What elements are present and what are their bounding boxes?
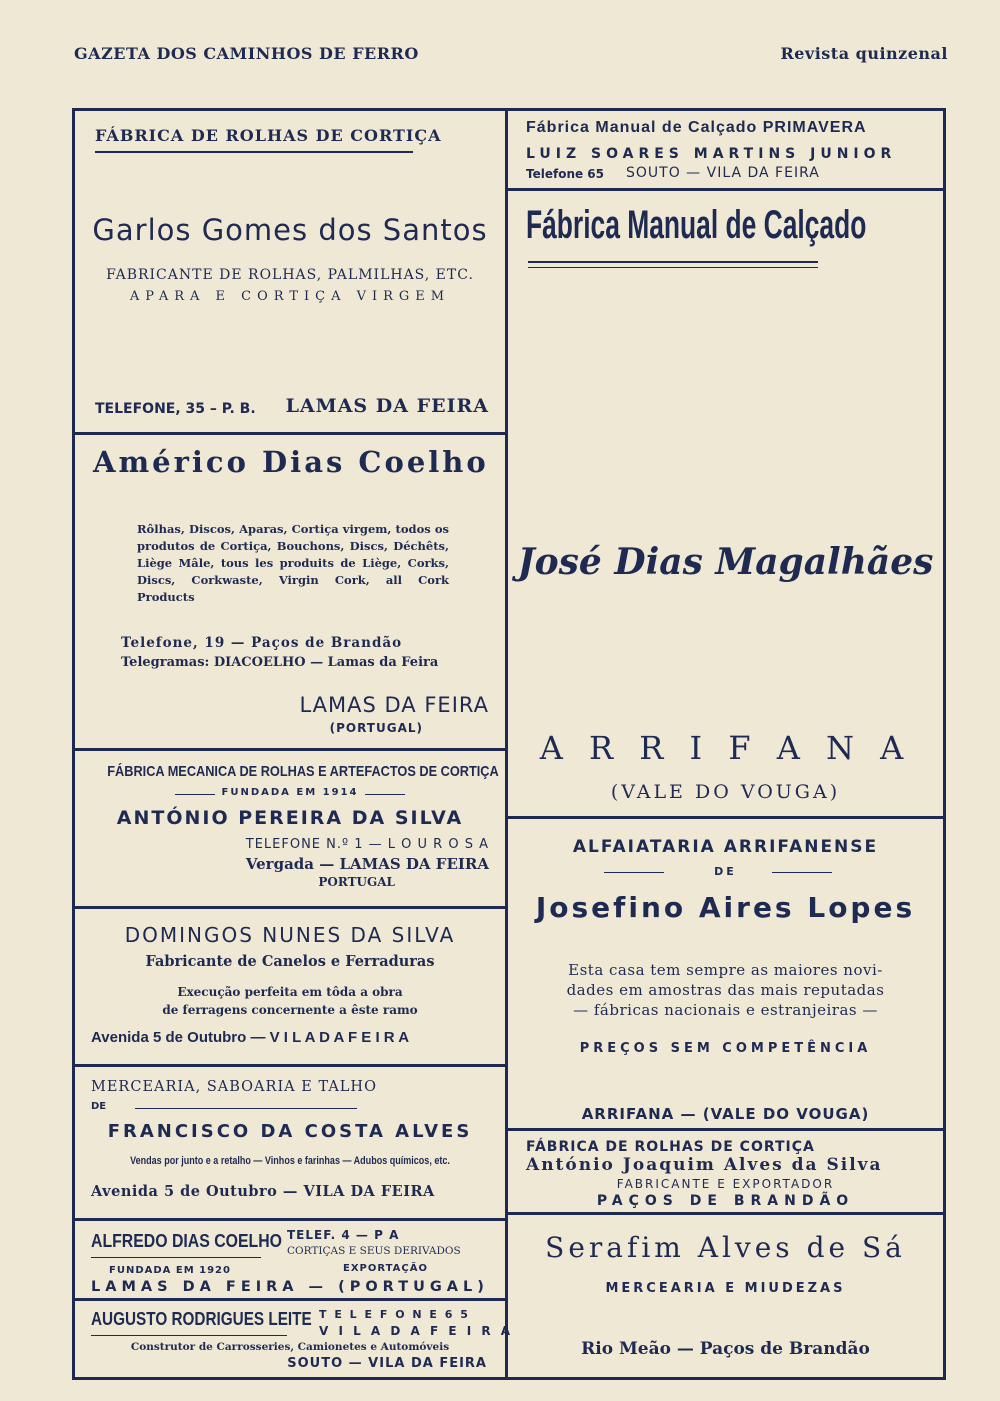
ad-heading: FÁBRICA DE ROLHAS DE CORTIÇA xyxy=(526,1139,815,1155)
address: ARRIFANA — (VALE DO VOUGA) xyxy=(581,1105,870,1123)
description: Esta casa tem sempre as maiores novi- xyxy=(568,961,883,979)
ad-line: FABRICANTE DE ROLHAS, PALMILHAS, ETC. xyxy=(106,267,474,283)
ad-domingos-nunes-da-silva xyxy=(75,909,505,1067)
business-name: José Dias Magalhães xyxy=(517,541,934,583)
description: Construtor de Carrosseries, Camionetes e Automóveis xyxy=(130,1341,450,1353)
ad-heading: MERCEARIA, SABOARIA E TALHO xyxy=(91,1079,377,1095)
business-name: ALFREDO DIAS COELHO xyxy=(91,1231,282,1251)
ad-serafim-alves-de-sa xyxy=(508,1215,943,1377)
rule-right xyxy=(772,872,832,873)
running-header-title: GAZETA DOS CAMINHOS DE FERRO xyxy=(74,44,419,63)
business-name: ANTÓNIO PEREIRA DA SILVA xyxy=(116,807,464,829)
phone: TELEFONE, 35 – P. B. xyxy=(95,401,256,417)
phone: Telefone, 19 — Paços de Brandão xyxy=(121,635,403,651)
export: EXPORTAÇÃO xyxy=(343,1263,428,1274)
business-name: LUIZ SOARES MARTINS JUNIOR xyxy=(526,146,897,162)
ad-heading: FÁBRICA DE ROLHAS DE CORTIÇA xyxy=(95,126,442,145)
place: Vergada — LAMAS DA FEIRA xyxy=(245,855,489,873)
de-label: DE xyxy=(714,865,737,878)
town: PAÇOS DE BRANDÃO xyxy=(596,1193,855,1209)
ad-josefino-aires-lopes xyxy=(508,819,943,1131)
name-rule xyxy=(91,1335,287,1336)
telegram: Telegramas: DIACOELHO — Lamas da Feira xyxy=(121,655,439,670)
description: — fábricas nacionais e estranjeiras — xyxy=(573,1001,878,1019)
address: Avenida 5 de Outubro — V I L A D A F E I R A xyxy=(91,1029,410,1046)
trade: FABRICANTE E EXPORTADOR xyxy=(616,1177,835,1191)
products-list: Rôlhas, Discos, Aparas, Cortiça virgem, todos os produtos de Cortiça, Bouchons, Discs, Déchêts, Liège Mâle, tous les produits de Liège, Corks, Discs, Corkwaste, Virgin Cork, all Cork Products xyxy=(137,522,449,604)
business-name: DOMINGOS NUNES DA SILVA xyxy=(124,923,456,947)
ad-heading: FÁBRICA MECANICA DE ROLHAS E ARTEFACTOS DE CORTIÇA xyxy=(107,763,499,780)
ad-francisco-da-costa-alves xyxy=(75,1067,505,1221)
trade: MERCEARIA E MIUDEZAS xyxy=(605,1281,846,1296)
ad-line: APARA E CORTIÇA VIRGEM xyxy=(129,289,451,304)
town: V I L A D A F E I R A xyxy=(319,1324,514,1338)
ad-alfredo-dias-coelho xyxy=(75,1221,505,1301)
business-name: Serafim Alves de Sá xyxy=(545,1231,906,1264)
description: Execução perfeita em tôda a obra xyxy=(177,985,403,999)
region: (VALE DO VOUGA) xyxy=(610,781,841,803)
description: dades em amostras das mais reputadas xyxy=(566,981,885,999)
right-column xyxy=(508,111,943,1377)
business-name: Américo Dias Coelho xyxy=(93,445,489,479)
ad-heading: Fábrica Manual de Calçado xyxy=(526,203,867,247)
ad-heading: Fábrica Manual de Calçado PRIMAVERA xyxy=(526,119,867,136)
ad-americo-dias-coelho xyxy=(75,435,505,751)
ad-augusto-rodrigues-leite xyxy=(75,1301,514,1377)
business-name: AUGUSTO RODRIGUES LEITE xyxy=(91,1309,312,1329)
ad-antonio-pereira-da-silva xyxy=(75,751,505,909)
ad-jose-dias-magalhaes xyxy=(508,191,943,819)
business-name: António Joaquim Alves da Silva xyxy=(526,1155,883,1175)
ad-luiz-soares-martins-junior xyxy=(508,111,943,191)
rule-left xyxy=(604,872,664,873)
heading-rule xyxy=(528,261,818,263)
price-note: PREÇOS SEM COMPETÊNCIA xyxy=(579,1041,872,1056)
town: A R R I F A N A xyxy=(539,729,912,767)
place: SOUTO — VILA DA FEIRA xyxy=(626,165,820,181)
town: LAMAS DA FEIRA xyxy=(285,395,489,417)
heading-rule xyxy=(135,1108,357,1109)
description: de ferragens concernente a êste ramo xyxy=(162,1003,418,1017)
name-rule xyxy=(91,1257,261,1258)
heading-rule xyxy=(528,267,818,268)
founded: FUNDADA EM 1914 xyxy=(221,787,359,798)
business-name: FRANCISCO DA COSTA ALVES xyxy=(107,1121,473,1142)
phone: TELEFONE N.º 1 — L O U R O S A xyxy=(245,837,489,852)
advertisement-page-frame xyxy=(72,108,946,1380)
business-name: Josefino Aires Lopes xyxy=(535,891,916,924)
phone: T E L E F O N E 6 5 xyxy=(319,1308,470,1321)
description: CORTIÇAS E SEUS DERIVADOS xyxy=(287,1245,461,1257)
phone: Telefone 65 xyxy=(526,167,605,181)
country: PORTUGAL xyxy=(318,875,395,889)
business-name: Garlos Gomes dos Santos xyxy=(92,213,488,247)
de-label: DE xyxy=(91,1101,107,1112)
heading-rule xyxy=(95,151,413,153)
description: Vendas por junto e a retalho — Vinhos e farinhas — Adubos químicos, etc. xyxy=(130,1155,450,1167)
town: LAMAS DA FEIRA — (PORTUGAL) xyxy=(91,1279,489,1295)
town: LAMAS DA FEIRA xyxy=(299,693,489,717)
trade: Fabricante de Canelos e Ferraduras xyxy=(145,953,435,970)
rule-right xyxy=(365,794,405,795)
phone: TELEF. 4 — P A xyxy=(287,1228,400,1242)
left-column xyxy=(75,111,514,1377)
ad-heading: ALFAIATARIA ARRIFANENSE xyxy=(572,837,879,857)
running-header-subtitle: Revista quinzenal xyxy=(780,44,948,63)
address: Rio Meão — Paços de Brandão xyxy=(581,1339,870,1359)
address: SOUTO — VILA DA FEIRA xyxy=(287,1356,487,1371)
founded: FUNDADA EM 1920 xyxy=(109,1265,231,1276)
country: (PORTUGAL) xyxy=(329,721,423,735)
ad-antonio-joaquim-alves-da-silva xyxy=(508,1131,943,1215)
address: Avenida 5 de Outubro — VILA DA FEIRA xyxy=(91,1183,435,1200)
ad-garlos-gomes-dos-santos xyxy=(75,111,505,435)
